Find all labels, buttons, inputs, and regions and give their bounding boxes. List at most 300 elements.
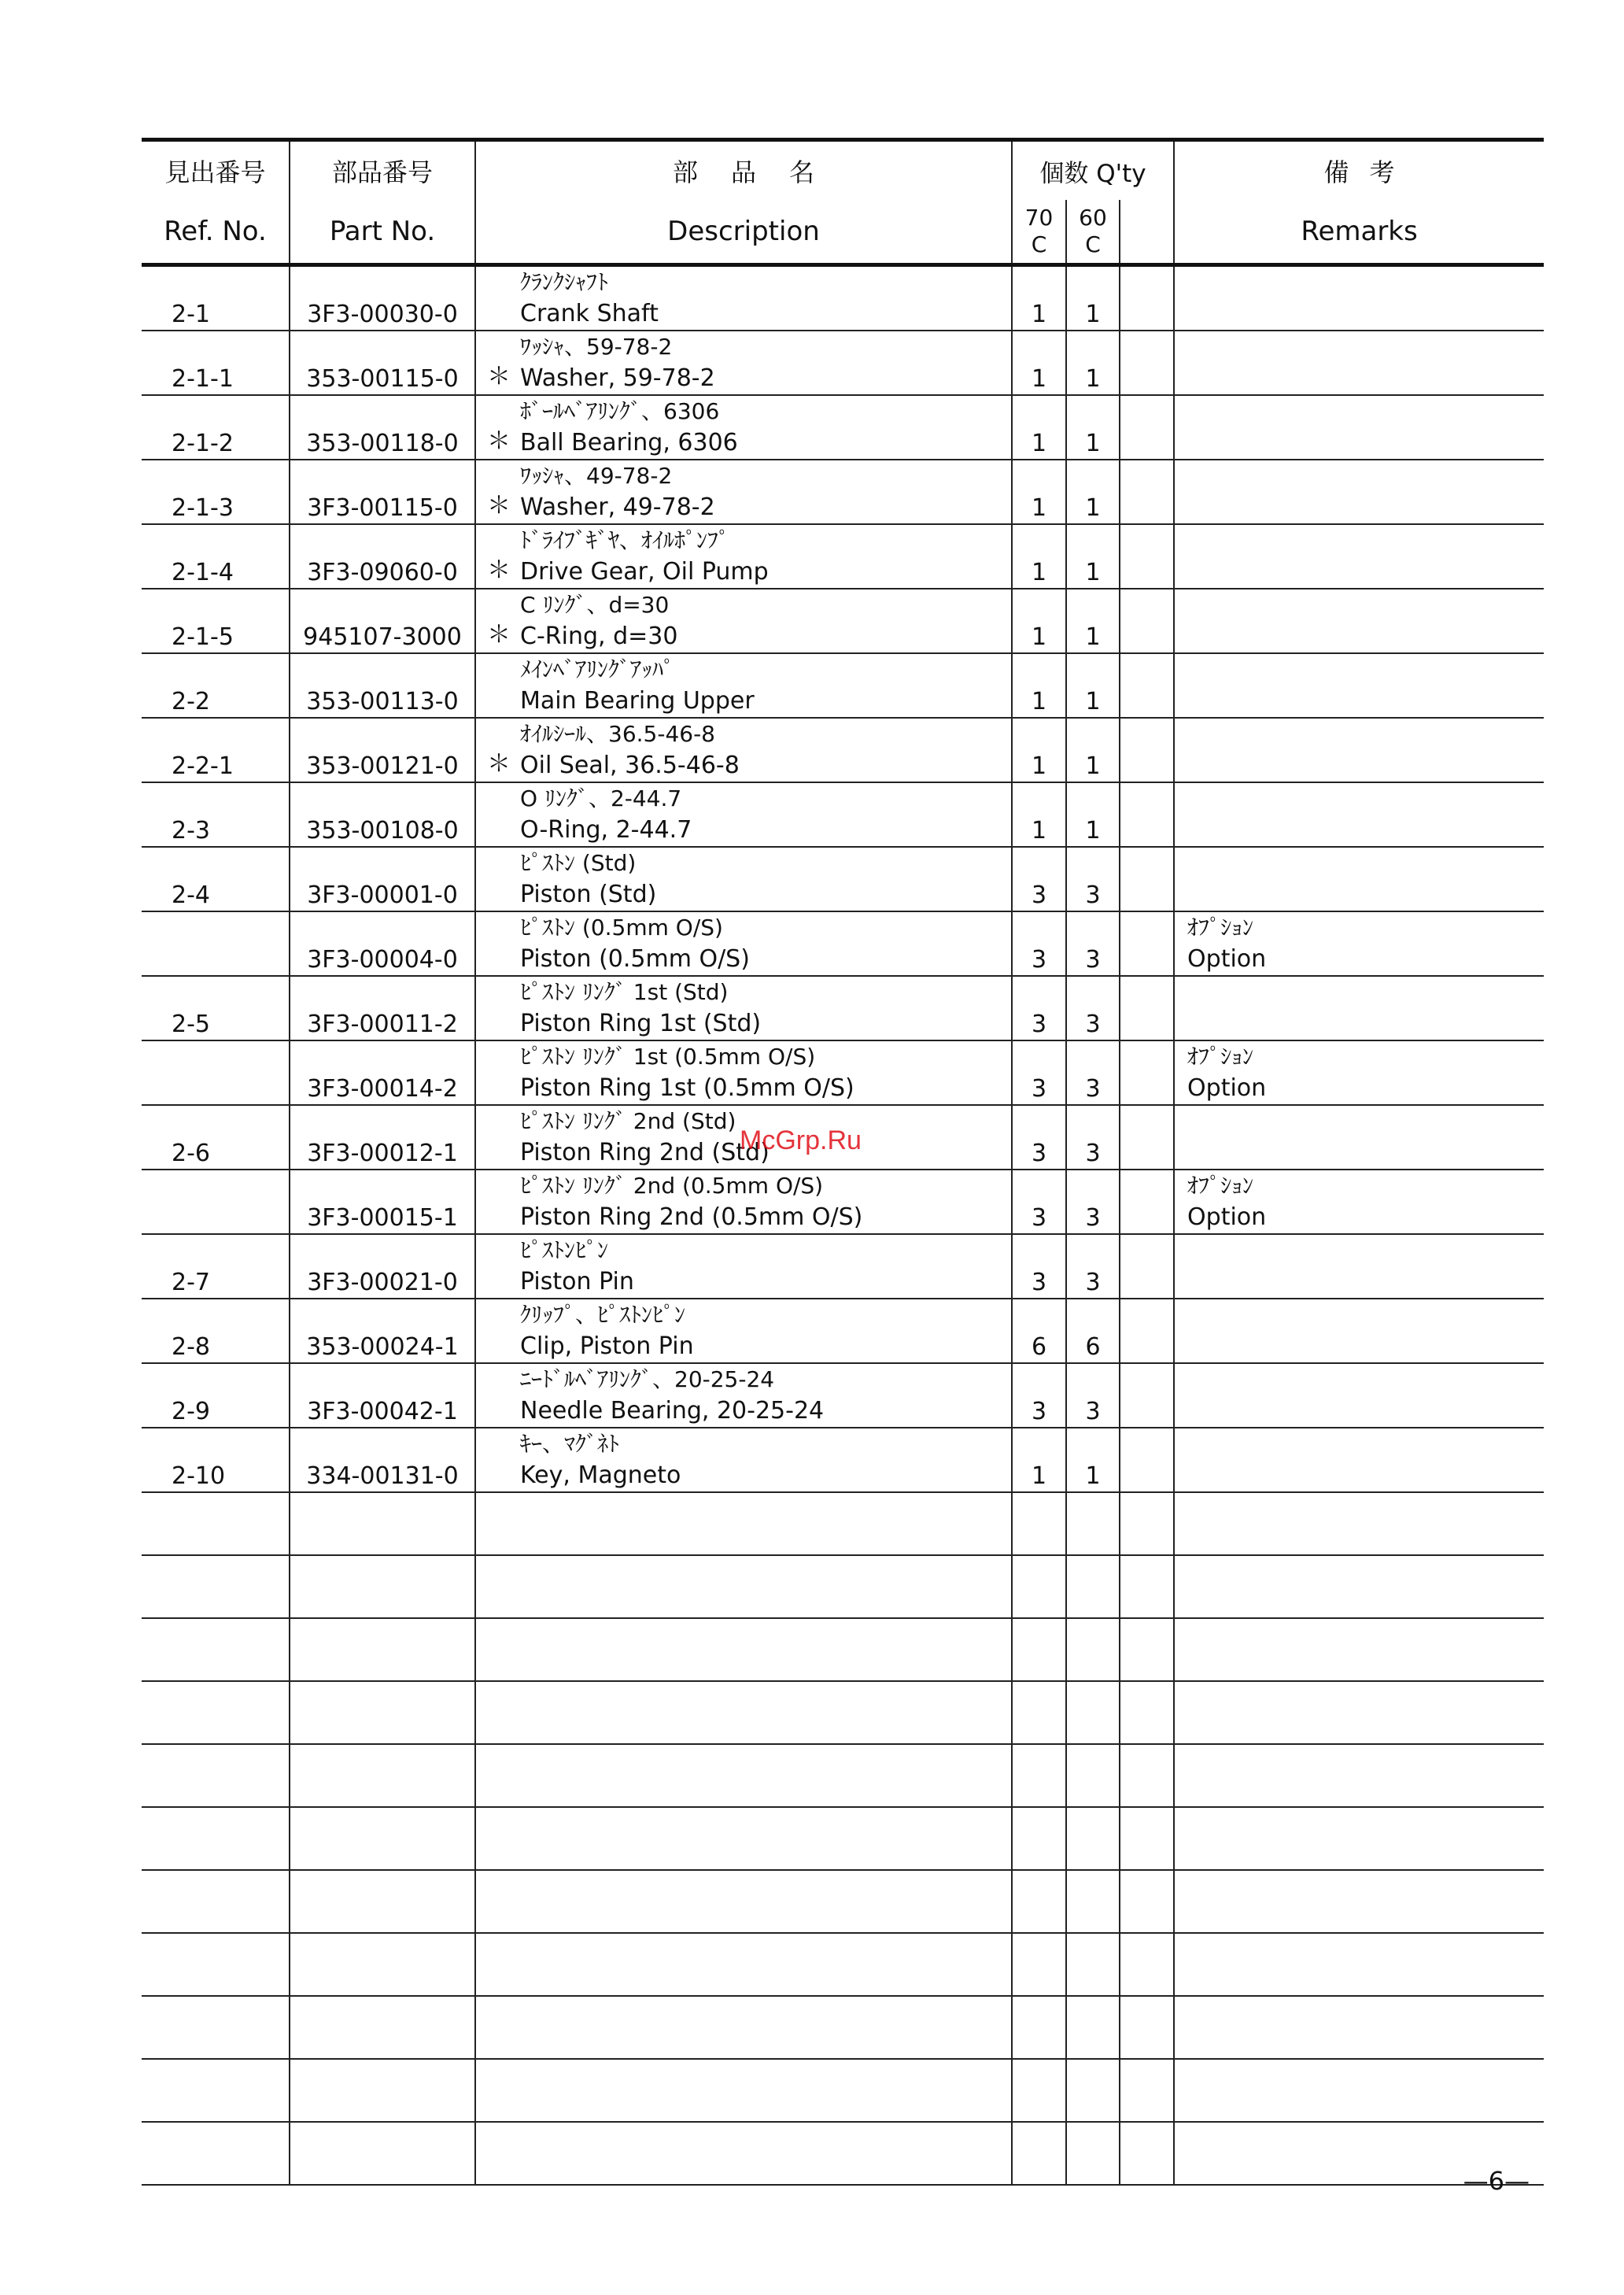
- empty-cell: [1012, 1807, 1066, 1870]
- qty-extra-cell: [1120, 395, 1174, 460]
- ref-no-cell: 2-10: [142, 1428, 290, 1492]
- qty-70c-cell: 3: [1012, 911, 1066, 976]
- empty-cell: [1120, 1618, 1174, 1681]
- qty-60c-cell: 3: [1066, 976, 1120, 1040]
- empty-cell: [290, 1555, 475, 1618]
- description-en: Piston Ring 1st (0.5mm O/S): [520, 1074, 854, 1102]
- remarks-jp: ｵﾌﾟｼｮﾝ: [1187, 1044, 1254, 1070]
- description-cell: [475, 524, 1012, 589]
- description-jp: ﾋﾟｽﾄﾝﾋﾟﾝ: [520, 1237, 609, 1263]
- empty-cell: [1174, 2059, 1544, 2122]
- empty-cell: [475, 2059, 1012, 2122]
- empty-cell: [1066, 2122, 1120, 2185]
- empty-cell: [142, 1618, 290, 1681]
- qty-60c-cell: 1: [1066, 1428, 1120, 1492]
- description-jp: ﾒｲﾝﾍﾞｱﾘﾝｸﾞｱｯﾊﾟ: [520, 656, 675, 682]
- table-row: [142, 847, 1544, 911]
- remarks-cell: [1174, 460, 1544, 524]
- empty-row: [142, 2059, 1544, 2122]
- part-no-cell: 353-00108-0: [290, 782, 475, 847]
- empty-cell: [1012, 1492, 1066, 1555]
- part-no-cell: 3F3-00021-0: [290, 1234, 475, 1299]
- qty-70c-cell: 1: [1012, 1428, 1066, 1492]
- part-no-cell: 3F3-00115-0: [290, 460, 475, 524]
- ref-no-cell: [142, 1040, 290, 1105]
- qty-60c-cell: 3: [1066, 847, 1120, 911]
- description-cell: [475, 331, 1012, 395]
- empty-cell: [142, 1492, 290, 1555]
- part-no-cell: 3F3-09060-0: [290, 524, 475, 589]
- empty-row: [142, 1555, 1544, 1618]
- empty-cell: [1174, 1870, 1544, 1933]
- asterisk-mark: ＊: [487, 556, 511, 584]
- asterisk-mark: ＊: [487, 492, 511, 519]
- remarks-jp: ｵﾌﾟｼｮﾝ: [1187, 1173, 1254, 1199]
- table-row: [142, 460, 1544, 524]
- description-en: Main Bearing Upper: [520, 687, 755, 715]
- table-row: [142, 524, 1544, 589]
- qty-extra-cell: [1120, 331, 1174, 395]
- description-en: C-Ring, d=30: [520, 623, 678, 650]
- qty-70c-cell: 1: [1012, 718, 1066, 782]
- remarks-cell: [1174, 265, 1544, 331]
- description-cell: [475, 460, 1012, 524]
- empty-cell: [1012, 1555, 1066, 1618]
- empty-cell: [1174, 1681, 1544, 1744]
- description-jp: O ﾘﾝｸﾞ、2-44.7: [520, 785, 682, 811]
- description-cell: [475, 782, 1012, 847]
- description-cell: [475, 911, 1012, 976]
- qty-70c-cell: 1: [1012, 265, 1066, 331]
- qty-extra-cell: [1120, 718, 1174, 782]
- empty-cell: [142, 1807, 290, 1870]
- empty-cell: [1066, 1933, 1120, 1996]
- description-cell: [475, 718, 1012, 782]
- empty-cell: [1120, 1933, 1174, 1996]
- table-row: [142, 589, 1544, 653]
- empty-row: [142, 1807, 1544, 1870]
- empty-row: [142, 1996, 1544, 2059]
- empty-cell: [290, 2059, 475, 2122]
- qty-70c-header: 70 C: [1012, 200, 1066, 265]
- table-row: [142, 331, 1544, 395]
- description-jp: ﾆｰﾄﾞﾙﾍﾞｱﾘﾝｸﾞ、20-25-24: [520, 1366, 775, 1392]
- empty-cell: [1174, 1618, 1544, 1681]
- empty-cell: [1174, 1996, 1544, 2059]
- table-row: [142, 1299, 1544, 1363]
- empty-row: [142, 1681, 1544, 1744]
- qty-70c-cell: 6: [1012, 1299, 1066, 1363]
- qty-60c-cell: 1: [1066, 589, 1120, 653]
- description-cell: [475, 589, 1012, 653]
- page-number: —6—: [1463, 2166, 1530, 2196]
- qty-extra-cell: [1120, 1170, 1174, 1234]
- qty-extra-cell: [1120, 589, 1174, 653]
- table-row: [142, 718, 1544, 782]
- empty-cell: [1120, 1807, 1174, 1870]
- empty-cell: [1174, 1492, 1544, 1555]
- empty-cell: [142, 1555, 290, 1618]
- ref-no-cell: 2-1-1: [142, 331, 290, 395]
- asterisk-mark: ＊: [487, 427, 511, 455]
- part-no-cell: 353-00113-0: [290, 653, 475, 718]
- description-jp: ｸﾗﾝｸｼｬﾌﾄ: [520, 269, 609, 295]
- description-en: Piston Pin: [520, 1268, 634, 1295]
- empty-cell: [1066, 1555, 1120, 1618]
- qty-60c-cell: 1: [1066, 265, 1120, 331]
- part-no-cell: 353-00121-0: [290, 718, 475, 782]
- ref-no-cell: 2-1: [142, 265, 290, 331]
- empty-cell: [290, 1618, 475, 1681]
- description-en: Washer, 49-78-2: [520, 493, 715, 521]
- part-no-cell: 3F3-00014-2: [290, 1040, 475, 1105]
- part-no-cell: 945107-3000: [290, 589, 475, 653]
- empty-row: [142, 1492, 1544, 1555]
- description-en: Ball Bearing, 6306: [520, 429, 738, 456]
- table-row: [142, 1428, 1544, 1492]
- remarks-jp: ｵﾌﾟｼｮﾝ: [1187, 915, 1254, 941]
- description-en: Crank Shaft: [520, 300, 659, 327]
- qty-70c-cell: 3: [1012, 1170, 1066, 1234]
- empty-row: [142, 1618, 1544, 1681]
- empty-cell: [1120, 1996, 1174, 2059]
- empty-cell: [142, 1933, 290, 1996]
- empty-cell: [142, 1744, 290, 1807]
- description-jp: ﾋﾟｽﾄﾝ ﾘﾝｸﾞ 1st (0.5mm O/S): [520, 1044, 816, 1070]
- empty-cell: [142, 1870, 290, 1933]
- ref-no-cell: 2-6: [142, 1105, 290, 1170]
- empty-cell: [1066, 1744, 1120, 1807]
- qty-70c-cell: 1: [1012, 331, 1066, 395]
- qty-extra-cell: [1120, 460, 1174, 524]
- empty-cell: [142, 1681, 290, 1744]
- remarks-en: Option: [1187, 1074, 1267, 1102]
- empty-cell: [1120, 1744, 1174, 1807]
- description-en: Piston (Std): [520, 881, 657, 908]
- table-body: [142, 265, 1544, 2186]
- description-jp: C ﾘﾝｸﾞ、d=30: [520, 592, 670, 618]
- part-no-cell: 3F3-00004-0: [290, 911, 475, 976]
- remarks-cell: [1174, 911, 1544, 976]
- remarks-cell: [1174, 653, 1544, 718]
- qty-60c-cell: 1: [1066, 718, 1120, 782]
- empty-cell: [1174, 1744, 1544, 1807]
- empty-cell: [475, 1933, 1012, 1996]
- qty-70c-cell: 1: [1012, 395, 1066, 460]
- qty-extra-cell: [1120, 1234, 1174, 1299]
- empty-cell: [1012, 1618, 1066, 1681]
- remarks-cell: [1174, 782, 1544, 847]
- remarks-header-en: Remarks: [1174, 200, 1544, 265]
- qty-60c-cell: 3: [1066, 1040, 1120, 1105]
- qty-60c-cell: 3: [1066, 1105, 1120, 1170]
- empty-cell: [1012, 1996, 1066, 2059]
- empty-cell: [1120, 2059, 1174, 2122]
- parts-table: [142, 138, 1544, 2186]
- description-jp: ｸﾘｯﾌﾟ、ﾋﾟｽﾄﾝﾋﾟﾝ: [520, 1302, 686, 1328]
- qty-extra-cell: [1120, 1363, 1174, 1428]
- remarks-en: Option: [1187, 945, 1267, 973]
- asterisk-mark: ＊: [487, 750, 511, 778]
- description-en: Clip, Piston Pin: [520, 1332, 694, 1360]
- description-en: Piston Ring 2nd (Std): [520, 1139, 770, 1166]
- qty-60c-cell: 6: [1066, 1299, 1120, 1363]
- description-cell: [475, 1234, 1012, 1299]
- description-cell: [475, 1428, 1012, 1492]
- description-jp: ﾜｯｼｬ、49-78-2: [520, 463, 673, 489]
- table-row: [142, 1170, 1544, 1234]
- description-cell: [475, 265, 1012, 331]
- empty-cell: [475, 1870, 1012, 1933]
- table-row: [142, 265, 1544, 331]
- qty-60c-header: 60 C: [1066, 200, 1120, 265]
- empty-cell: [1066, 1681, 1120, 1744]
- empty-cell: [1120, 1681, 1174, 1744]
- empty-cell: [475, 1996, 1012, 2059]
- empty-cell: [1120, 1555, 1174, 1618]
- description-en: Piston Ring 2nd (0.5mm O/S): [520, 1203, 863, 1231]
- description-jp: ﾋﾟｽﾄﾝ (Std): [520, 850, 637, 876]
- description-jp: ﾋﾟｽﾄﾝ ﾘﾝｸﾞ 1st (Std): [520, 979, 729, 1005]
- empty-cell: [475, 1744, 1012, 1807]
- part-no-cell: 3F3-00042-1: [290, 1363, 475, 1428]
- part-no-cell: 3F3-00012-1: [290, 1105, 475, 1170]
- empty-cell: [142, 2059, 290, 2122]
- empty-cell: [1174, 1555, 1544, 1618]
- ref-no-cell: 2-1-5: [142, 589, 290, 653]
- table-row: [142, 653, 1544, 718]
- empty-cell: [1066, 1807, 1120, 1870]
- description-cell: [475, 847, 1012, 911]
- remarks-cell: [1174, 1170, 1544, 1234]
- empty-cell: [290, 2122, 475, 2185]
- remarks-cell: [1174, 589, 1544, 653]
- ref-no-cell: 2-2: [142, 653, 290, 718]
- desc-header-jp: 部品名: [475, 140, 1012, 201]
- ref-no-cell: 2-9: [142, 1363, 290, 1428]
- qty-extra-header: [1120, 200, 1174, 265]
- description-jp: ﾋﾟｽﾄﾝ ﾘﾝｸﾞ 2nd (Std): [520, 1108, 736, 1134]
- ref-no-cell: [142, 1170, 290, 1234]
- description-cell: [475, 1170, 1012, 1234]
- empty-cell: [142, 1996, 290, 2059]
- description-cell: [475, 976, 1012, 1040]
- ref-no-cell: 2-5: [142, 976, 290, 1040]
- description-jp: ﾜｯｼｬ、59-78-2: [520, 334, 673, 360]
- empty-cell: [290, 1807, 475, 1870]
- remarks-en: Option: [1187, 1203, 1267, 1231]
- qty-extra-cell: [1120, 782, 1174, 847]
- qty-extra-cell: [1120, 976, 1174, 1040]
- description-jp: ｷｰ、ﾏｸﾞﾈﾄ: [520, 1431, 620, 1457]
- empty-cell: [142, 2122, 290, 2185]
- remarks-cell: [1174, 1428, 1544, 1492]
- ref-no-cell: 2-1-2: [142, 395, 290, 460]
- qty-70c-cell: 1: [1012, 460, 1066, 524]
- description-jp: ﾋﾟｽﾄﾝ (0.5mm O/S): [520, 915, 723, 941]
- qty-70c-cell: 1: [1012, 653, 1066, 718]
- empty-cell: [1012, 1933, 1066, 1996]
- empty-cell: [1120, 1870, 1174, 1933]
- description-jp: ﾄﾞﾗｲﾌﾞｷﾞﾔ、ｵｲﾙﾎﾟﾝﾌﾟ: [520, 527, 730, 553]
- remarks-cell: [1174, 1040, 1544, 1105]
- empty-cell: [475, 1807, 1012, 1870]
- empty-cell: [475, 2122, 1012, 2185]
- description-jp: ｵｲﾙｼｰﾙ、36.5-46-8: [520, 721, 715, 747]
- description-cell: [475, 395, 1012, 460]
- empty-cell: [1066, 1618, 1120, 1681]
- description-en: Piston Ring 1st (Std): [520, 1010, 762, 1037]
- qty-70c-cell: 3: [1012, 976, 1066, 1040]
- desc-header-en: Description: [475, 200, 1012, 265]
- qty-70c-cell: 1: [1012, 524, 1066, 589]
- part-no-cell: 353-00024-1: [290, 1299, 475, 1363]
- ref-no-cell: 2-4: [142, 847, 290, 911]
- remarks-cell: [1174, 395, 1544, 460]
- qty-extra-cell: [1120, 847, 1174, 911]
- qty-60c-cell: 1: [1066, 460, 1120, 524]
- qty-extra-cell: [1120, 911, 1174, 976]
- qty-60c-cell: 3: [1066, 911, 1120, 976]
- remarks-cell: [1174, 1234, 1544, 1299]
- empty-cell: [1066, 2059, 1120, 2122]
- empty-cell: [475, 1492, 1012, 1555]
- empty-cell: [1174, 1933, 1544, 1996]
- qty-70c-cell: 1: [1012, 589, 1066, 653]
- remarks-cell: [1174, 718, 1544, 782]
- description-en: Oil Seal, 36.5-46-8: [520, 752, 740, 779]
- description-cell: [475, 1040, 1012, 1105]
- description-en: Washer, 59-78-2: [520, 364, 715, 392]
- ref-header-en: Ref. No.: [142, 200, 290, 265]
- part-no-cell: 3F3-00030-0: [290, 265, 475, 331]
- qty-70c-cell: 3: [1012, 1234, 1066, 1299]
- empty-row: [142, 2122, 1544, 2185]
- qty-extra-cell: [1120, 524, 1174, 589]
- empty-cell: [290, 1681, 475, 1744]
- table-header: [142, 140, 1544, 265]
- part-no-cell: 3F3-00011-2: [290, 976, 475, 1040]
- qty-60c-cell: 3: [1066, 1170, 1120, 1234]
- qty-70c-cell: 3: [1012, 1363, 1066, 1428]
- part-no-cell: 353-00118-0: [290, 395, 475, 460]
- empty-cell: [475, 1618, 1012, 1681]
- ref-header-jp: 見出番号: [142, 140, 290, 201]
- empty-cell: [1012, 1681, 1066, 1744]
- part-no-cell: 353-00115-0: [290, 331, 475, 395]
- qty-70c-cell: 1: [1012, 782, 1066, 847]
- qty-extra-cell: [1120, 1428, 1174, 1492]
- remarks-cell: [1174, 524, 1544, 589]
- ref-no-cell: 2-3: [142, 782, 290, 847]
- part-no-cell: 334-00131-0: [290, 1428, 475, 1492]
- description-cell: [475, 653, 1012, 718]
- qty-60c-cell: 3: [1066, 1363, 1120, 1428]
- empty-cell: [1012, 1870, 1066, 1933]
- qty-extra-cell: [1120, 1040, 1174, 1105]
- qty-extra-cell: [1120, 653, 1174, 718]
- empty-cell: [290, 1870, 475, 1933]
- empty-cell: [1012, 1744, 1066, 1807]
- qty-70c-cell: 3: [1012, 847, 1066, 911]
- table-row: [142, 1234, 1544, 1299]
- description-cell: [475, 1363, 1012, 1428]
- empty-cell: [1066, 1996, 1120, 2059]
- table-row: [142, 1040, 1544, 1105]
- description-jp: ﾋﾟｽﾄﾝ ﾘﾝｸﾞ 2nd (0.5mm O/S): [520, 1173, 824, 1199]
- remarks-cell: [1174, 1105, 1544, 1170]
- table-row: [142, 395, 1544, 460]
- watermark: McGrp.Ru: [740, 1125, 862, 1155]
- qty-60c-cell: 1: [1066, 653, 1120, 718]
- qty-header: 個数 Q'ty: [1012, 140, 1174, 201]
- part-header-en: Part No.: [290, 200, 475, 265]
- ref-no-cell: 2-1-4: [142, 524, 290, 589]
- ref-no-cell: 2-8: [142, 1299, 290, 1363]
- ref-no-cell: [142, 911, 290, 976]
- part-no-cell: 3F3-00001-0: [290, 847, 475, 911]
- empty-cell: [1012, 2122, 1066, 2185]
- qty-extra-cell: [1120, 1299, 1174, 1363]
- description-en: Key, Magneto: [520, 1462, 681, 1489]
- ref-no-cell: 2-2-1: [142, 718, 290, 782]
- description-cell: [475, 1299, 1012, 1363]
- part-header-jp: 部品番号: [290, 140, 475, 201]
- remarks-cell: [1174, 976, 1544, 1040]
- asterisk-mark: ＊: [487, 621, 511, 649]
- table-row: [142, 976, 1544, 1040]
- qty-60c-cell: 1: [1066, 524, 1120, 589]
- qty-60c-cell: 1: [1066, 395, 1120, 460]
- ref-no-cell: 2-7: [142, 1234, 290, 1299]
- description-en: O-Ring, 2-44.7: [520, 816, 692, 844]
- description-en: Needle Bearing, 20-25-24: [520, 1397, 825, 1425]
- qty-60c-cell: 1: [1066, 782, 1120, 847]
- remarks-cell: [1174, 1363, 1544, 1428]
- qty-70c-cell: 3: [1012, 1105, 1066, 1170]
- qty-60c-cell: 3: [1066, 1234, 1120, 1299]
- empty-row: [142, 1744, 1544, 1807]
- empty-row: [142, 1933, 1544, 1996]
- remarks-header-jp: 備考: [1174, 140, 1544, 201]
- empty-cell: [290, 1492, 475, 1555]
- qty-70c-cell: 3: [1012, 1040, 1066, 1105]
- remarks-cell: [1174, 1299, 1544, 1363]
- description-en: Piston (0.5mm O/S): [520, 945, 750, 973]
- empty-row: [142, 1870, 1544, 1933]
- empty-cell: [1120, 2122, 1174, 2185]
- empty-cell: [475, 1681, 1012, 1744]
- table-row: [142, 782, 1544, 847]
- empty-cell: [1012, 2059, 1066, 2122]
- ref-no-cell: 2-1-3: [142, 460, 290, 524]
- empty-cell: [1066, 1492, 1120, 1555]
- empty-cell: [1120, 1492, 1174, 1555]
- description-jp: ﾎﾞｰﾙﾍﾞｱﾘﾝｸﾞ、6306: [520, 398, 720, 424]
- qty-extra-cell: [1120, 1105, 1174, 1170]
- table-row: [142, 1363, 1544, 1428]
- empty-cell: [290, 1933, 475, 1996]
- empty-cell: [1174, 1807, 1544, 1870]
- qty-extra-cell: [1120, 265, 1174, 331]
- empty-cell: [475, 1555, 1012, 1618]
- remarks-cell: [1174, 847, 1544, 911]
- qty-60c-cell: 1: [1066, 331, 1120, 395]
- empty-cell: [1066, 1870, 1120, 1933]
- asterisk-mark: ＊: [487, 363, 511, 390]
- description-en: Drive Gear, Oil Pump: [520, 558, 769, 586]
- remarks-cell: [1174, 331, 1544, 395]
